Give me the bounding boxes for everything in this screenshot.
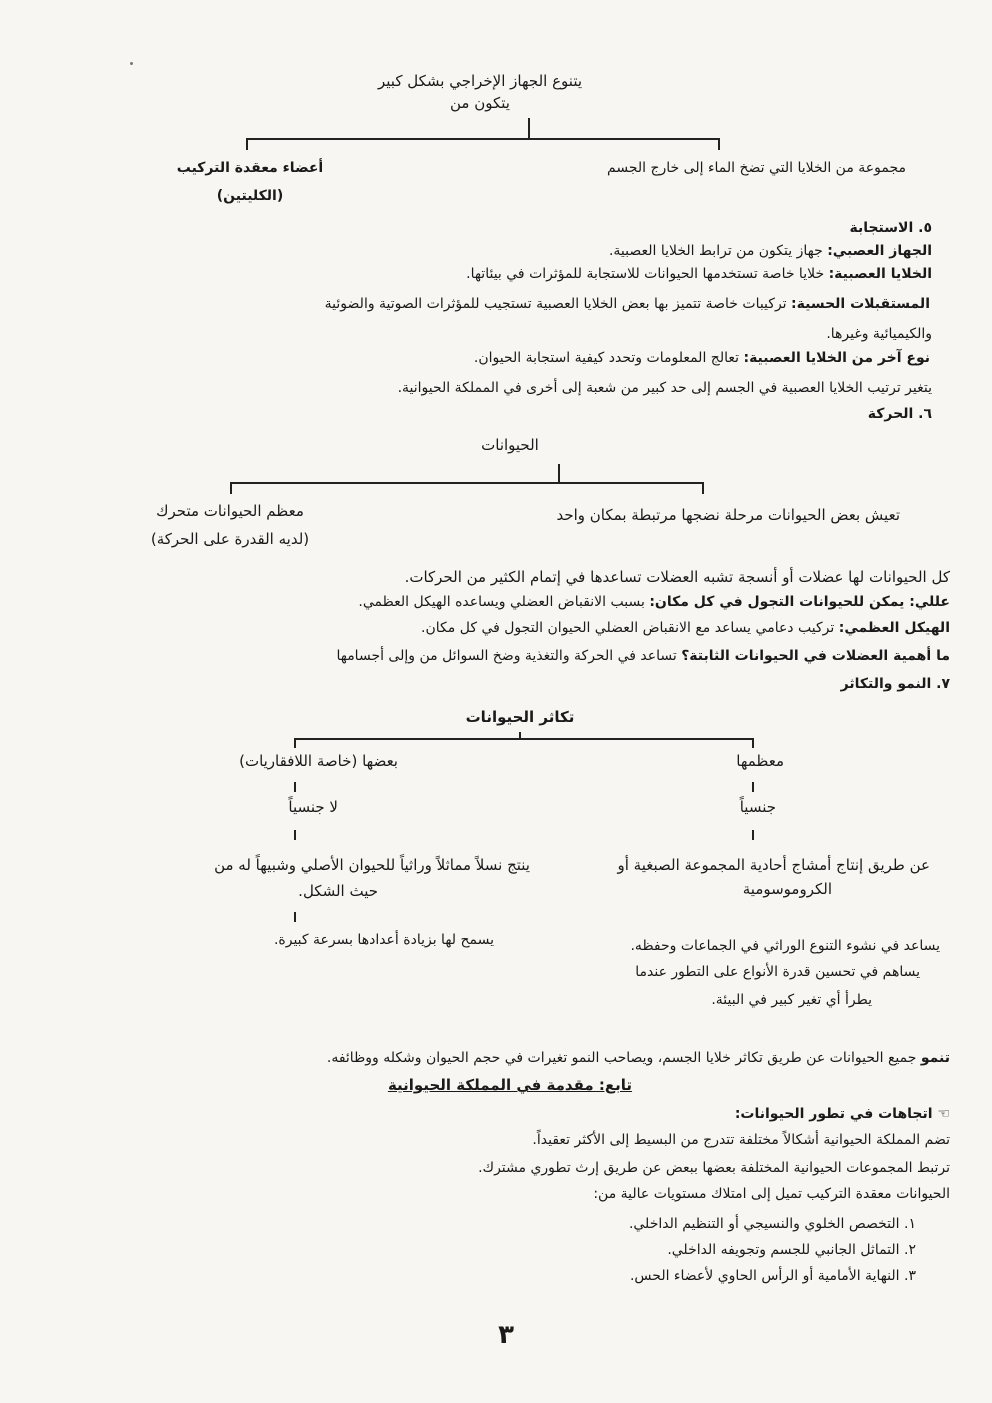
d2-drop-left: [230, 482, 232, 494]
d2-stem: [558, 464, 560, 482]
d1-stem: [528, 118, 530, 138]
s8-p1: تضم المملكة الحيوانية أشكالاً مختلفة تتدرج من البسيط إلى الأكثر تعقيداً.: [532, 1132, 950, 1148]
d3-r5: يساهم في تحسين قدرة الأنواع على التطور عندما: [635, 964, 920, 980]
s5-p1-term: الجهاز العصبي:: [827, 243, 932, 259]
d3-r1: معظمها: [736, 752, 784, 770]
s5-p4-text: تعالج المعلومات وتحدد كيفية استجابة الحيوان.: [473, 350, 740, 366]
s7-p: [327, 1048, 950, 1069]
d1-bar: [246, 138, 720, 140]
d3-r-connector-2: [752, 830, 754, 840]
d2-right-text: تعيش بعض الحيوانات مرحلة نضجها مرتبطة بمكان واحد: [556, 506, 900, 524]
s5-p3-text: تركيبات خاصة تتميز بها بعض الخلايا العصبية تستجيب للمؤثرات الصوتية والضوئية: [324, 296, 787, 312]
s5-p1: [609, 241, 932, 262]
d3-r-connector-1: [752, 782, 754, 792]
d1-sub: يتكون من: [450, 94, 510, 112]
s6-heading: ٦. الحركة: [867, 406, 932, 422]
d1-right-text: مجموعة من الخلايا التي تضخ الماء إلى خارج الجسم: [607, 160, 906, 176]
s8-item-2: ٢. التماثل الجانبي للجسم وتجويفه الداخلي.: [667, 1242, 916, 1258]
s7-p-text: جميع الحيوانات عن طريق تكاثر خلايا الجسم، ويصاحب النمو تغيرات في حجم الحيوان وشكله ووظائفه.: [326, 1050, 917, 1066]
d3-l-connector-3: [294, 912, 296, 922]
d3-l1: بعضها (خاصة اللافقاريات): [239, 752, 398, 770]
d3-drop-right: [752, 738, 754, 748]
s6-p1: كل الحيوانات لها عضلات أو أنسجة تشبه العضلات تساعدها في إتمام الكثير من الحركات.: [404, 568, 950, 586]
d3-r3-cont: الكروموسومية: [742, 880, 832, 898]
s6-p3-text: تركيب دعامي يساعد مع الانقباض العضلي الحيوان التجول في كل مكان.: [421, 620, 835, 636]
s6-p2-text: بسبب الانقباض العضلي ويساعده الهيكل العظمي.: [358, 594, 645, 610]
d2-left-text: معظم الحيوانات متحرك: [156, 502, 304, 520]
s5-p3-term: المستقبلات الحسية:: [791, 296, 930, 312]
s5-heading: ٥. الاستجابة: [849, 220, 932, 236]
d3-r4: يساعد في نشوء التنوع الوراثي في الجماعات وحفظه.: [630, 938, 940, 954]
s8-item-1: ١. التخصص الخلوي والنسيجي أو التنظيم الداخلي.: [628, 1216, 916, 1232]
s6-p3: [421, 618, 950, 639]
d3-drop-left: [294, 738, 296, 748]
s8-heading: تابع: مقدمة في المملكة الحيوانية: [387, 1076, 633, 1094]
d3-r5-cont: يطرأ أي تغير كبير في البيئة.: [711, 992, 872, 1008]
page-number: ٣: [498, 1320, 514, 1350]
d3-l3-cont: حيث الشكل.: [298, 882, 378, 900]
d3-l-connector-2: [294, 830, 296, 840]
s7-p-term: تنمو: [920, 1050, 950, 1066]
s5-p2-term: الخلايا العصبية:: [828, 266, 932, 282]
s5-p2: [466, 264, 932, 285]
s5-p3: [325, 294, 930, 315]
d2-bar: [230, 482, 704, 484]
d3-l4: يسمح لها بزيادة أعدادها بسرعة كبيرة.: [273, 932, 494, 948]
s5-p2-text: خلايا خاصة تستخدمها الحيوانات للاستجابة للمؤثرات في بيئاتها.: [466, 266, 825, 282]
d2-drop-right: [702, 482, 704, 494]
d3-title: تكاثر الحيوانات: [465, 708, 575, 726]
d3-r3: عن طريق إنتاج أمشاج أحادية المجموعة الصبغية أو: [617, 856, 930, 874]
s5-p4-term: نوع آخر من الخلايا العصبية:: [743, 350, 930, 366]
s6-p4-text: تساعد في الحركة والتغذية وضخ السوائل من وإلى أجسامها: [336, 648, 677, 664]
d3-bar: [294, 738, 754, 740]
s6-p4-term: ما أهمية العضلات في الحيوانات الثابتة؟: [681, 648, 950, 664]
d3-l2: لا جنسياً: [288, 798, 338, 816]
s6-p2-term: عللي: يمكن للحيوانات التجول في كل مكان:: [649, 594, 950, 610]
pointing-hand-icon: ☜: [937, 1106, 950, 1122]
d1-left-text2: (الكليتين): [216, 188, 284, 204]
s6-p3-term: الهيكل العظمي:: [838, 620, 950, 636]
d2-title: الحيوانات: [481, 436, 539, 454]
d3-l-connector-1: [294, 782, 296, 792]
speck: [130, 62, 133, 65]
s5-p5: يتغير ترتيب الخلايا العصبية في الجسم إلى حد كبير من شعبة إلى أخرى في المملكة الحيوانية.: [397, 380, 932, 396]
d1-drop-right: [718, 138, 720, 150]
s5-p3-cont: والكيميائية وغيرها.: [826, 326, 932, 342]
d1-title: يتنوع الجهاز الإخراجي بشكل كبير: [377, 72, 583, 90]
s6-p2: [358, 592, 950, 613]
d1-left-text: أعضاء معقدة التركيب: [176, 160, 324, 176]
s8-sub: اتجاهات في تطور الحيوانات:: [734, 1106, 933, 1122]
s8-sub-line: [735, 1104, 950, 1125]
s8-item-3: ٣. النهاية الأمامية أو الرأس الحاوي لأعضاء الحس.: [629, 1268, 916, 1284]
s5-p1-text: جهاز يتكون من ترابط الخلايا العصبية.: [608, 243, 823, 259]
s8-p3: الحيوانات معقدة التركيب تميل إلى امتلاك مستويات عالية من:: [593, 1186, 950, 1202]
d3-r2: جنسياً: [739, 798, 776, 816]
d3-l3: ينتج نسلاً مماثلاً وراثياً للحيوان الأصلي وشبيهاً له من: [214, 856, 530, 874]
s8-p2: ترتبط المجموعات الحيوانية المختلفة بعضها ببعض عن طريق إرث تطوري مشترك.: [478, 1160, 950, 1176]
s6-p4: [336, 646, 950, 667]
d1-drop-left: [246, 138, 248, 150]
s5-p4: [474, 348, 930, 369]
d2-left-text2: (لديه القدرة على الحركة): [150, 530, 310, 548]
s7-heading: ٧. النمو والتكاثر: [840, 676, 950, 692]
